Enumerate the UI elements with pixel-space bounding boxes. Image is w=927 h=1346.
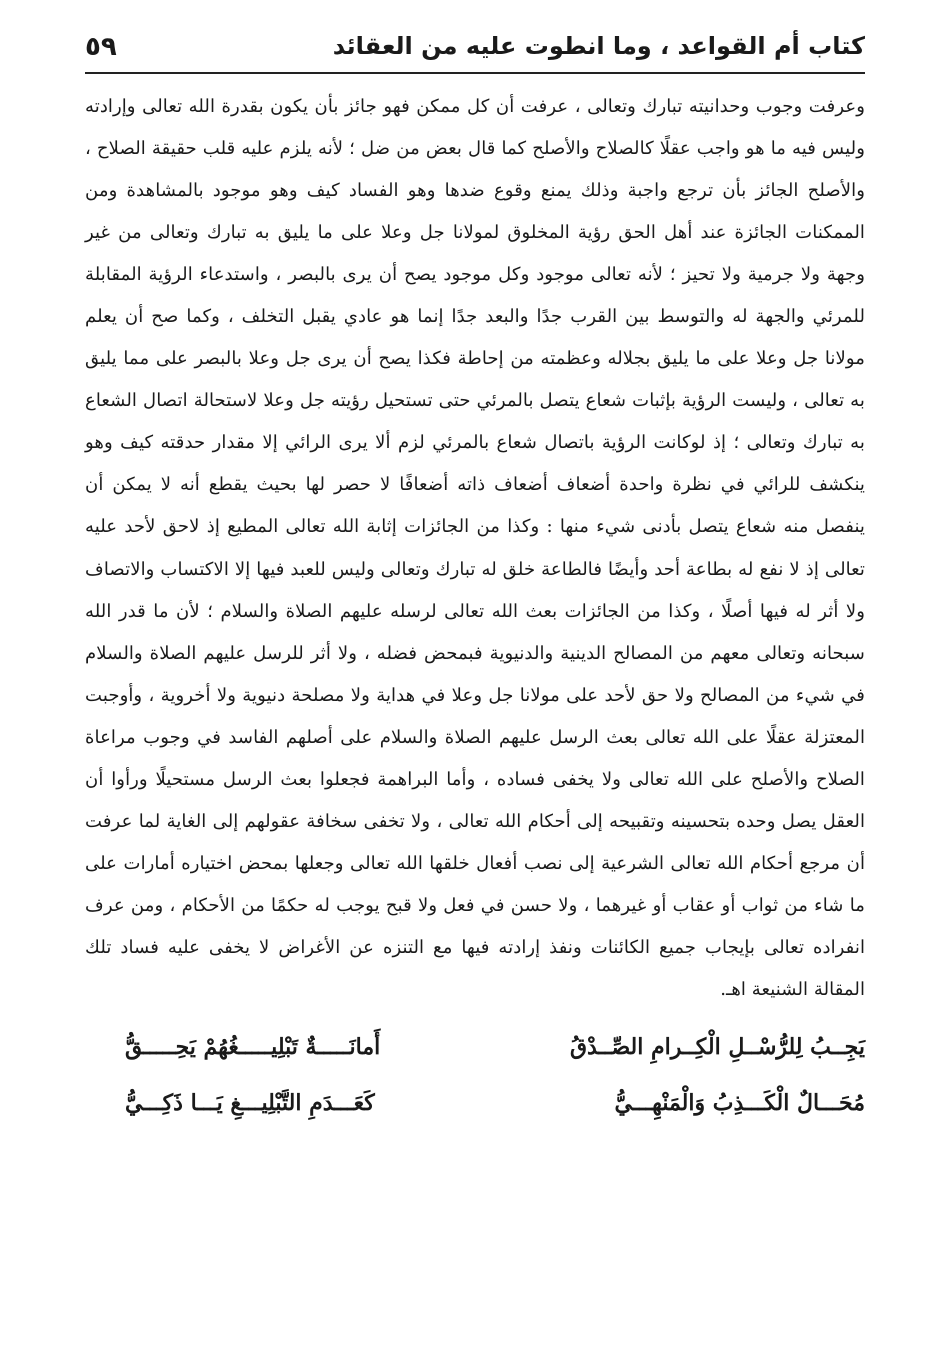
document-page [85,28,865,1318]
poem-verses [85,1019,865,1131]
verse-second-hemistich: كَعَـــدَمِ التَّبْلِيـــغِ يَـــا ذَكِـــيُّ [125,1090,375,1117]
page-number: ٥٩ [85,32,117,62]
verse-first-hemistich: مُحَـــالٌ الْكَـــذِبُ وَالْمَنْهِـــيُّ [614,1090,865,1117]
body-paragraph: وعرفت وجوب وحدانيته تبارك وتعالى ، عرفت أن كل ممكن فهو جائز بأن يكون بقدرة الله تعالى وإرادته وليس فيه ما هو واجب عقلًا كالصلاح والأصلح كما قال بعض من ضل ؛ لأنه يلزم عليه قلب حقيقة الصلاح ، والأصلح الجائز بأن ترجع واجبة وذلك يمنع وقوع ضدها وهو الفساد كيف وهو موجود بالمشاهدة ومن الممكنات الجائزة عند أهل الحق رؤية المخلوق لمولانا جل وعلا على ما يليق به تبارك وتعالى من غير وجهة ولا جرمية ولا تحيز ؛ لأنه تعالى موجود وكل موجود يصح أن يرى بالبصر ، واستدعاء الرؤية المقابلة للمرئي والجهة له والتوسط بين القرب جدًا والبعد جدًا إنما هو عادي يقبل التخلف ، وكما صح أن يعلم مولانا جل وعلا على ما يليق بجلاله وعظمته من إحاطة فكذا يصح أن يرى جل وعلا بالبصر على مما يليق به تعالى ، وليست الرؤية بإثبات شعاع يتصل بالمرئي حتى تستحيل رؤيته جل وعلا لاستحالة اتصال الشعاع به تبارك وتعالى ؛ إذ لوكانت الرؤية باتصال شعاع بالمرئي لزم ألا يرى الرائي إلا مقدار حدقته كيف وهو ينكشف للرائي في نظرة واحدة أضعاف أضعاف ذاته أضعافًا لا حصر لها بحيث يقطع أنه لا يمكن أن ينفصل منه شعاع يتصل بأدنى شيء منها : وكذا من الجائزات إثابة الله تعالى المطيع إذ لاحق لأحد عليه تعالى إذ لا نفع له بطاعة أحد وأيضًا فالطاعة خلق له تبارك وتعالى وليس للعبد فيها إلا الاكتساب والاتصاف ولا أثر له فيها أصلًا ، وكذا من الجائزات بعث الله تعالى لرسله عليهم الصلاة والسلام ؛ لأن ما قدر الله سبحانه وتعالى معهم من المصالح الدينية والدنيوية فبمحض فضله ، ولا أثر للرسل عليهم الصلاة والسلام في شيء من المصالح ولا حق لأحد على مولانا جل وعلا في هداية ولا مصلحة دنيوية ولا أخروية ، وأوجبت المعتزلة عقلًا على الله تعالى بعث الرسل عليهم الصلاة والسلام على أصلهم الفاسد في وجوب مراعاة الصلاح والأصلح على الله تعالى ولا يخفى فساده ، وأما البراهمة فجعلوا بعث الرسل مستحيلًا ورأوا أن العقل يصل وحده بتحسينه وتقبيحه إلى أحكام الله تعالى ، ولا تخفى سخافة عقولهم إلى الغاية لما عرفت أن مرجع أحكام الله تعالى الشرعية إلى نصب أفعال خلقها الله تعالى وجعلها بمحض اختياره أمارات على ما شاء من ثواب أو عقاب أو غيرهما ، ولا حسن في فعل ولا قبح يوجب له حكمًا من الأحكام ، ومن عرف انفراده تعالى بإيجاب جميع الكائنات ونفذ إرادته فيها مع التنزه عن الأغراض لا يخفى عليه فساد تلك المقالة الشنيعة اهـ. [85,96,865,1000]
verse-line [85,1019,865,1075]
verse-second-hemistich: أَمانَـــــةٌ تَبْلِيـــــغُهُمْ يَحِـــــقُّ [125,1034,381,1061]
book-title: كتاب أم القواعد ، وما انطوت عليه من العقائد [332,32,865,60]
verse-first-hemistich: يَجِــبُ لِلرُّسْــلِ الْكِــرامِ الصِّــدْقُ [569,1034,865,1061]
main-text [85,86,865,1011]
running-header [85,28,865,74]
verse-line [85,1075,865,1131]
